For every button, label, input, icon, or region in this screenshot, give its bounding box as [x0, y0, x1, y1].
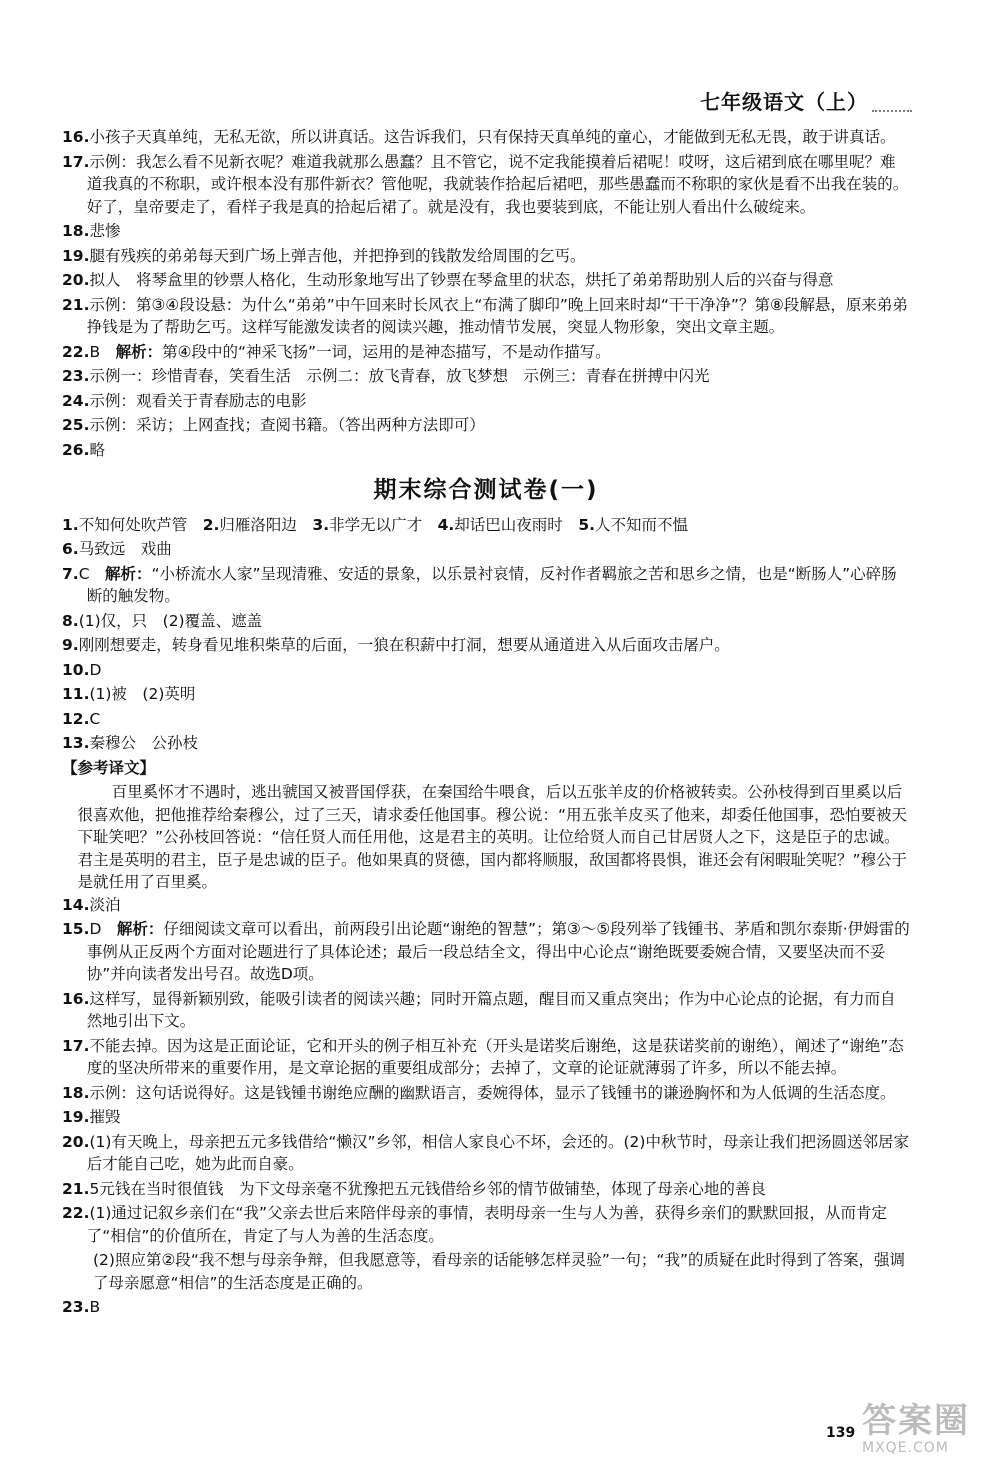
answer-number: 19.: [62, 1108, 90, 1126]
answer-text: 淡泊: [89, 895, 121, 914]
analysis-label: 解析：: [116, 920, 164, 938]
answer-number: 17.: [62, 152, 90, 171]
watermark-url: MXQE.COM: [862, 1440, 949, 1456]
answer-number: 22.: [62, 342, 90, 361]
answer-item: [62, 563, 910, 608]
answer-item: [62, 439, 910, 462]
answer-item: [62, 1131, 910, 1176]
answer-content: [62, 126, 910, 1321]
answer-number: 11.: [62, 685, 90, 703]
answer-number: 21.: [62, 295, 90, 314]
answer-text: 拟人 将琴盒里的钞票人格化，生动形象地写出了钞票在琴盒里的状态，烘托了弟弟帮助别人后的兴奋与得意: [89, 271, 834, 289]
answer-number: 7.: [62, 564, 79, 583]
answer-number: 18.: [62, 1083, 90, 1102]
answer-number: 10.: [62, 660, 90, 679]
answer-item: [62, 1106, 910, 1129]
answer-number: 6.: [62, 540, 79, 558]
answer-item: [62, 341, 910, 364]
analysis-label: 解析：: [105, 564, 152, 583]
answer-number: 20.: [62, 1132, 90, 1151]
answer-text: 示例一：珍惜青春，笑看生活 示例二：放飞青春，放飞梦想 示例三：青春在拼搏中闪光: [89, 367, 710, 385]
answer-item: [62, 414, 910, 437]
answer-item: [62, 126, 910, 149]
answer-text: (1)有天晚上，母亲把五元多钱借给“懒汉”乡邻，相信人家良心不坏，会还的。(2)中秋节时，母亲让我们把汤圆送邻居家后才能自己吃，她为此而自豪。: [86, 1132, 909, 1173]
reference-translation: [62, 781, 910, 894]
answer-text: C: [78, 564, 106, 583]
analysis-text: “小桥流水人家”呈现清雅、安适的景象，以乐景衬哀情，反衬作者羁旅之苦和思乡之情，也是“断肠人”心碎肠断的触发物。: [86, 564, 897, 605]
answer-text: 马致远 戏曲: [78, 540, 172, 558]
answer-text: 非学无以广才: [329, 515, 438, 534]
answer-item: [62, 918, 910, 986]
answer-text: 示例：观看关于青春励志的电影: [89, 391, 307, 410]
answer-item: [62, 294, 910, 339]
answer-number: 20.: [62, 271, 90, 289]
answer-number: 14.: [62, 895, 90, 914]
answer-number: 25.: [62, 416, 90, 434]
answer-text: 不能去掉。因为这是正面论证，它和开头的例子相互补充（开头是诺奖后谢绝，这是获诺奖前的谢绝），阐述了“谢绝”态度的坚决所带来的重要作用，是文章论据的重要组成部分；去掉了，文章的论证就薄弱了许多，所以不能去掉。: [86, 1036, 904, 1077]
answer-number: 4.: [437, 515, 455, 534]
answer-number: 8.: [62, 611, 79, 630]
section-title: 期末综合测试卷(一): [373, 477, 599, 503]
answer-text: D: [89, 920, 117, 938]
answer-number: 9.: [62, 636, 79, 654]
answer-item: [62, 514, 910, 537]
answer-number: 18.: [62, 222, 90, 240]
answer-number: 3.: [312, 515, 330, 534]
answer-text: 归雁洛阳边: [219, 515, 313, 534]
reference-translation-title: 【参考译文】: [62, 758, 156, 777]
answer-text: 人不知而不愠: [595, 515, 689, 534]
answer-text: 腿有残疾的弟弟每天到广场上弹吉他，并把挣到的钱散发给周围的乞丐。: [89, 246, 586, 265]
answer-item: [62, 708, 910, 731]
answer-text: 秦穆公 公孙枝: [89, 734, 198, 752]
answer-number: 13.: [62, 734, 90, 752]
answer-text: 刚刚想要走，转身看见堆积柴草的后面，一狼在积薪中打洞，想要从通道进入从后面攻击屠户。: [78, 636, 730, 654]
answer-text: 这样写，显得新颖别致，能吸引读者的阅读兴趣；同时开篇点题，醒目而又重点突出；作为中心论点的论据，有力而自然地引出下文。: [86, 989, 896, 1030]
answer-number: 19.: [62, 246, 90, 265]
answer-item: [62, 1082, 910, 1105]
answer-number: 15.: [62, 920, 90, 938]
answer-text: 示例：这句话说得好。这是钱锺书谢绝应酬的幽默语言，委婉得体，显示了钱锺书的谦逊胸怀和为人低调的生活态度。: [89, 1083, 896, 1102]
answer-text: 5元钱在当时很值钱 为下文母亲毫不犹豫把五元钱借给乡邻的情节做铺垫，体现了母亲心地的善良: [89, 1179, 766, 1198]
translation-text: 百里奚怀才不遇时，逃出虢国又被晋国俘获，在秦国给牛喂食，后以五张羊皮的价格被转卖。公孙枝得到百里奚以后很喜欢他，把他推荐给秦穆公，过了三天，请求委任他国事。穆公说：“用五张羊皮买了他来，却委任他国事，恐怕要被天下耻笑吧？”公孙枝回答说：“信任贤人而任用他，这是君主的英明。让位给贤人而自己甘居贤人之下，这是臣子的忠诚。君主是英明的君主，臣子是忠诚的臣子。他如果真的贤德，国内都将顺服，敌国都将畏惧，谁还会有闲暇耻笑呢？”穆公于是就任用了百里奚。: [77, 783, 908, 891]
answer-number: 2.: [202, 515, 220, 534]
answer-list-mid: [62, 514, 910, 755]
header-decoration-icon: [872, 96, 912, 112]
answer-number: 5.: [578, 515, 595, 534]
answer-text: 小孩子天真单纯，无私无欲，所以讲真话。这告诉我们，只有保持天真单纯的童心，才能做到无私无畏，敢于讲真话。: [89, 128, 896, 146]
watermark-text: 答案圈: [862, 1401, 970, 1441]
answer-number: 1.: [62, 515, 79, 534]
answer-item: [62, 1249, 910, 1294]
answer-item: [62, 151, 910, 219]
answer-item: [62, 894, 910, 917]
answer-item: [62, 1296, 910, 1319]
answer-number: 16.: [62, 989, 90, 1008]
answer-number: 23.: [62, 367, 90, 385]
answer-text: 却话巴山夜雨时: [454, 515, 579, 534]
answer-item: [62, 365, 910, 388]
answer-number: 23.: [62, 1298, 90, 1316]
analysis-text: 第④段中的“神采飞扬”一词，运用的是神态描写，不是动作描写。: [162, 342, 611, 361]
answer-number: 24.: [62, 391, 90, 410]
running-header: [700, 86, 912, 115]
answer-text: 示例：采访；上网查找；查阅书籍。（答出两种方法即可）: [89, 416, 485, 434]
header-title: 七年级语文（上）: [700, 90, 868, 114]
answer-text: (1)仅，只 (2)覆盖、遮盖: [78, 611, 263, 630]
answer-text: 摧毁: [89, 1108, 121, 1126]
answer-number: 21.: [62, 1179, 90, 1198]
answer-item: [62, 390, 910, 413]
answer-text: C: [89, 709, 101, 728]
answer-text: 示例：第③④段设悬：为什么“弟弟”中午回来时长风衣上“布满了脚印”晚上回来时却“干干净净”？第⑧段解悬，原来弟弟挣钱是为了帮助乞丐。这样写能激发读者的阅读兴趣，推动情节发展，突显人物形象，突出文章主题。: [86, 295, 908, 336]
answer-item: [62, 1202, 910, 1247]
analysis-text: 仔细阅读文章可以看出，前两段引出论题“谢绝的智慧”；第③～⑤段列举了钱锺书、茅盾和凯尔泰斯·伊姆雷的事例从正反两个方面对论题进行了具体论述；最后一段总结全文，得出中心论点“谢绝既要委婉合情，又要坚决而不妥协”并向读者发出号召。故选D项。: [86, 920, 910, 983]
answer-number: 26.: [62, 440, 90, 459]
answer-text: B: [89, 1298, 101, 1316]
answer-item: [62, 732, 910, 755]
answer-text: (2)照应第②段“我不想与母亲争辩，但我愿意等，看母亲的话能够怎样灵验”一句；“我”的质疑在此时得到了答案，强调了母亲愿意“相信”的生活态度是正确的。: [93, 1251, 905, 1292]
answer-item: [62, 659, 910, 682]
analysis-label: 解析：: [115, 342, 163, 361]
answer-text: B: [89, 342, 116, 361]
answer-text: D: [89, 660, 102, 679]
answer-number: 12.: [62, 709, 90, 728]
answer-item: [62, 634, 910, 657]
answer-item: [62, 1035, 910, 1080]
answer-number: 22.: [62, 1204, 90, 1222]
answer-text: 不知何处吹芦管: [78, 515, 203, 534]
answer-item: [62, 538, 910, 561]
answer-item: [62, 220, 910, 243]
page-number: 139: [826, 1425, 856, 1441]
answer-item: [62, 988, 910, 1033]
answer-item: [62, 683, 910, 706]
answer-list-bottom: [62, 894, 910, 1319]
answer-text: (1)通过记叙乡亲们在“我”父亲去世后来陪伴母亲的事情，表明母亲一生与人为善，获得乡亲们的默默回报，从而肯定了“相信”的价值所在，肯定了与人为善的生活态度。: [86, 1204, 887, 1245]
answer-text: (1)被 (2)英明: [89, 685, 196, 703]
answer-item: [62, 269, 910, 292]
answer-list-top: [62, 126, 910, 461]
answer-number: 16.: [62, 128, 90, 146]
answer-number: 17.: [62, 1036, 90, 1055]
answer-item: [62, 1178, 910, 1201]
answer-text: 示例：我怎么看不见新衣呢？难道我就那么愚蠢？且不管它，说不定我能摸着后裙呢！哎呀，这后裙到底在哪里呢？难道我真的不称职，或许根本没有那件新衣？管他呢，我就装作拾起后裙吧，那些愚蠢而不称职的家伙是看不出我在装的。好了，皇帝要走了，看样子我是真的拾起后裙了。就是没有，我也要装到底，不能让别人看出什么破绽来。: [86, 152, 909, 216]
answer-item: [62, 610, 910, 633]
answer-text: 略: [89, 440, 105, 459]
watermark-logo: [862, 1402, 992, 1466]
answer-item: [62, 245, 910, 268]
answer-text: 悲惨: [89, 222, 121, 240]
